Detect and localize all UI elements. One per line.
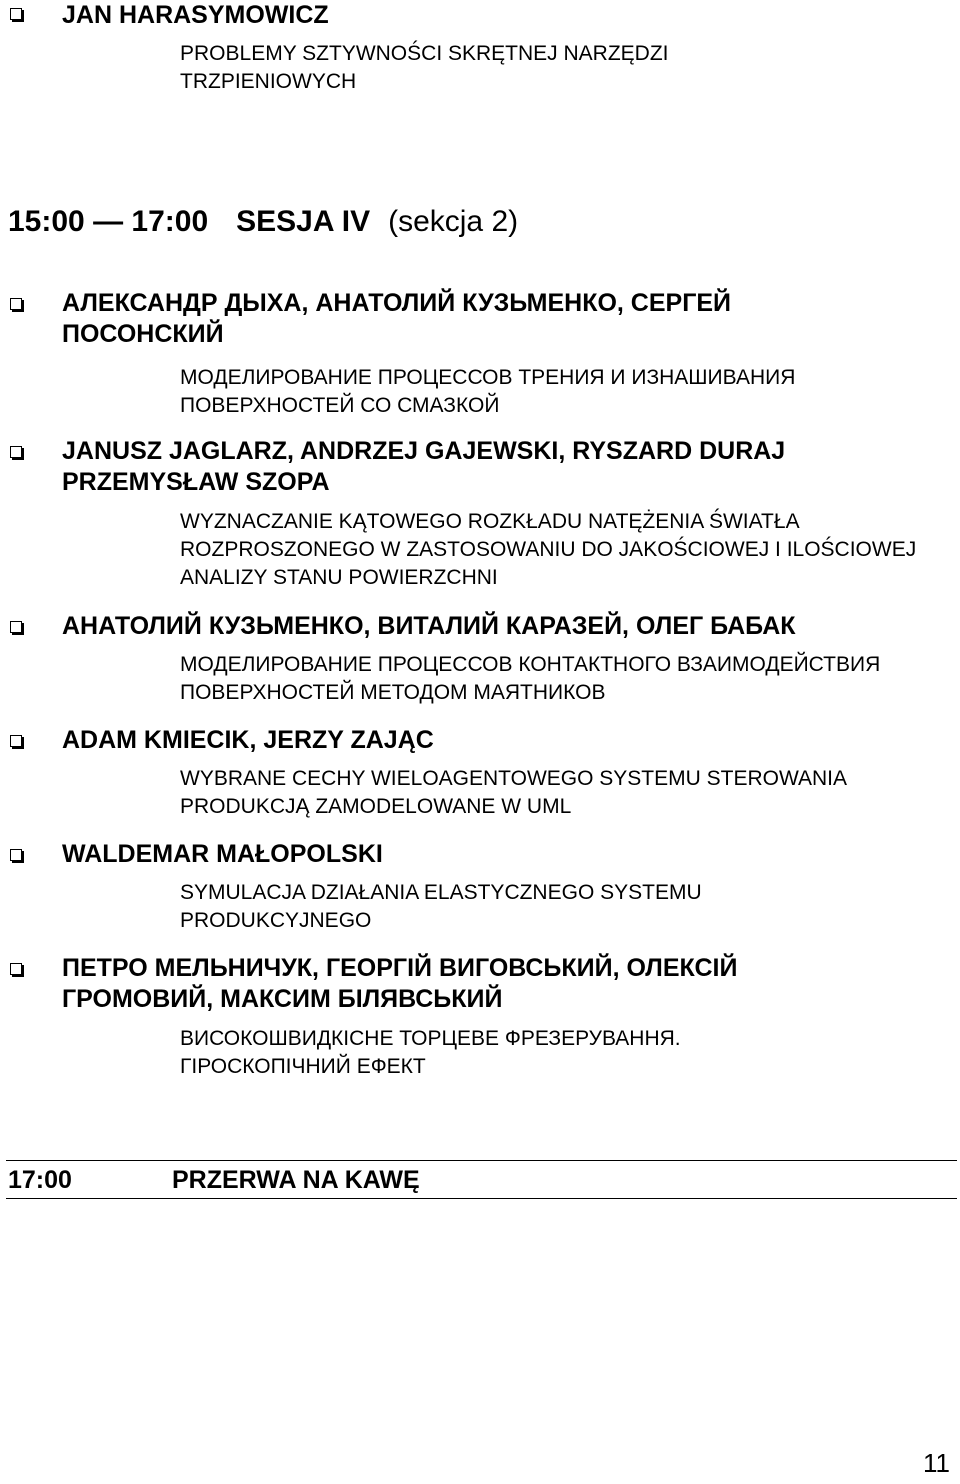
entry-authors: ADAM KMIECIK, JERZY ZAJĄC bbox=[62, 726, 434, 754]
entry-title: PROBLEMY SZTYWNOŚCI SKRĘTNEJ NARZĘDZI TRZPIENIOWYCH bbox=[180, 42, 669, 93]
entry-title: ВИСОКОШВИДКІСНЕ ТОРЦЕВЕ ФРЕЗЕРУВАННЯ. ГІРОСКОПІЧНИЙ ЕФЕКТ bbox=[180, 1027, 681, 1078]
entry-title: МОДЕЛИРОВАНИЕ ПРОЦЕССОВ КОНТАКТНОГО ВЗАИМОДЕЙСТВИЯ ПОВЕРХНОСТЕЙ МЕТОДОМ МАЯТНИКОВ bbox=[180, 653, 881, 704]
checkbox-bullet-icon bbox=[10, 735, 22, 747]
entry-title: WYZNACZANIE KĄTOWEGO ROZKŁADU NATĘŻENIA ŚWIATŁA ROZPROSZONEGO W ZASTOSOWANIU DO JAKOŚCIOWEJ I ILOŚCIOWEJ ANALIZY STANU POWIERZCHNI bbox=[180, 510, 917, 589]
checkbox-bullet-icon bbox=[10, 298, 22, 310]
checkbox-bullet-icon bbox=[10, 963, 22, 975]
coffee-break bbox=[8, 1164, 420, 1196]
page-number: 11 bbox=[923, 1448, 950, 1478]
entry-authors: JAN HARASYMOWICZ bbox=[62, 1, 329, 29]
entry-title: SYMULACJA DZIAŁANIA ELASTYCZNEGO SYSTEMU PRODUKCYJNEGO bbox=[180, 881, 702, 932]
session-name: SESJA IV bbox=[236, 205, 371, 238]
entry-title: МОДЕЛИРОВАНИЕ ПРОЦЕССОВ ТРЕНИЯ И ИЗНАШИВАНИЯ ПОВЕРХНОСТЕЙ СО СМАЗКОЙ bbox=[180, 366, 796, 417]
break-bottom-rule bbox=[6, 1198, 957, 1199]
entry-authors: ПЕТРО МЕЛЬНИЧУК, ГЕОРГІЙ ВИГОВСЬКИЙ, ОЛЕКСІЙ ГРОМОВИЙ, МАКСИМ БІЛЯВСЬКИЙ bbox=[62, 954, 738, 1013]
entry-authors: WALDEMAR MAŁOPOLSKI bbox=[62, 840, 383, 868]
break-time: 17:00 bbox=[8, 1166, 72, 1194]
checkbox-bullet-icon bbox=[10, 849, 22, 861]
entry-authors: JANUSZ JAGLARZ, ANDRZEJ GAJEWSKI, RYSZARD DURAJ PRZEMYSŁAW SZOPA bbox=[62, 437, 786, 496]
session-header bbox=[8, 202, 518, 242]
checkbox-bullet-icon bbox=[10, 621, 22, 633]
entry-authors: АНАТОЛИЙ КУЗЬМЕНКО, ВИТАЛИЙ КАРАЗЕЙ, ОЛЕГ БАБАК bbox=[62, 612, 796, 640]
checkbox-bullet-icon bbox=[10, 446, 22, 458]
session-time: 15:00 — 17:00 bbox=[8, 205, 209, 238]
entry-authors: АЛЕКСАНДР ДЫХА, АНАТОЛИЙ КУЗЬМЕНКО, СЕРГЕЙ ПОСОНСКИЙ bbox=[62, 289, 732, 348]
break-label: PRZERWA NA KAWĘ bbox=[172, 1166, 420, 1194]
checkbox-bullet-icon bbox=[10, 8, 22, 20]
entry-title: WYBRANE CECHY WIELOAGENTOWEGO SYSTEMU STEROWANIA PRODUKCJĄ ZAMODELOWANE W UML bbox=[180, 767, 846, 818]
break-top-rule bbox=[6, 1160, 957, 1161]
session-section: (sekcja 2) bbox=[388, 205, 519, 238]
